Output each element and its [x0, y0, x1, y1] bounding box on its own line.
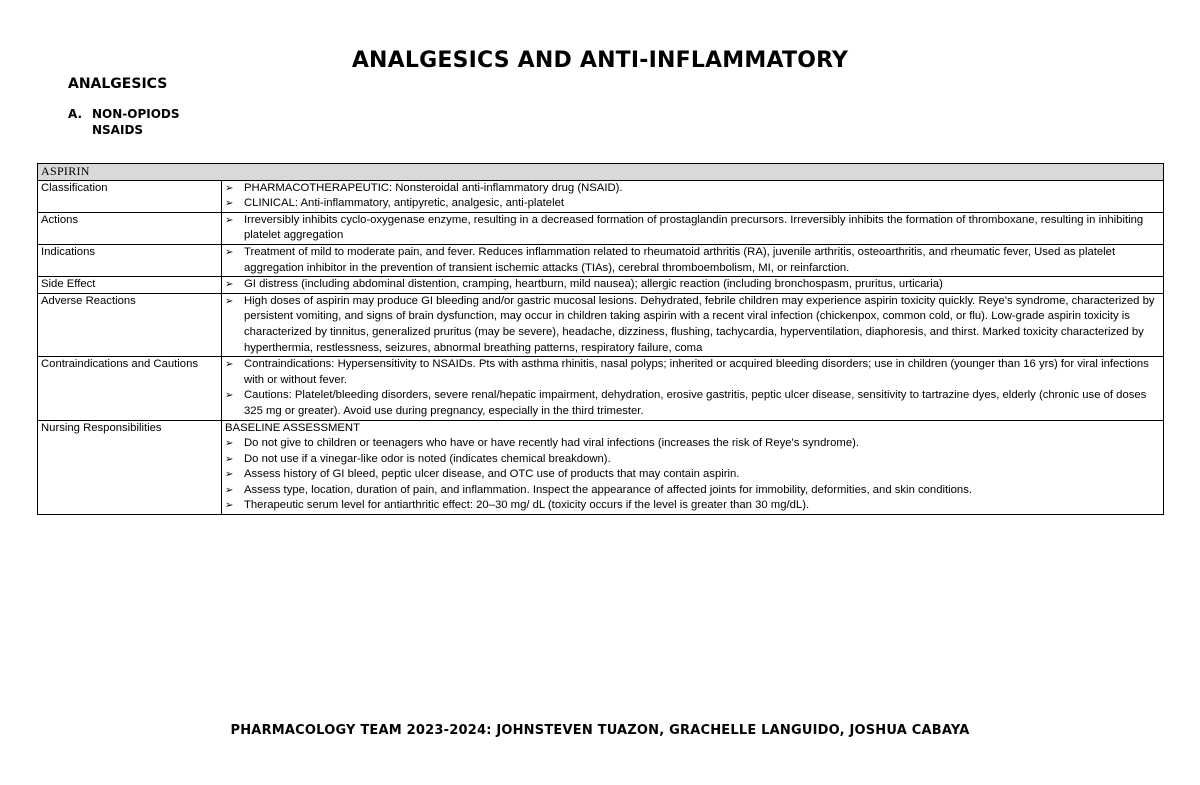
row-label: Side Effect [38, 277, 222, 294]
bullet-item [225, 181, 1159, 197]
subsection-heading [68, 106, 180, 138]
bullet-item [225, 498, 1159, 514]
bullet-text: PHARMACOTHERAPEUTIC: Nonsteroidal anti-inflammatory drug (NSAID). [244, 181, 623, 194]
arrow-bullet-icon: ➢ [225, 453, 234, 465]
table-row [38, 180, 1164, 212]
subsection-marker: A. [68, 107, 83, 121]
bullet-text: GI distress (including abdominal distention, cramping, heartburn, mild nausea); allergic reaction (including bronchospasm, pruritus, urticaria) [244, 278, 943, 291]
bullet-item [225, 467, 1159, 483]
drug-header-row [38, 164, 1164, 181]
subsection-sub-label: NSAIDS [92, 123, 144, 137]
table-row [38, 244, 1164, 276]
arrow-bullet-icon: ➢ [225, 469, 234, 481]
row-label: Classification [38, 180, 222, 212]
bullet-text: CLINICAL: Anti-inflammatory, antipyretic, analgesic, anti-platelet [244, 197, 565, 210]
arrow-bullet-icon: ➢ [225, 500, 234, 512]
arrow-bullet-icon: ➢ [225, 359, 234, 371]
arrow-bullet-icon: ➢ [225, 484, 234, 496]
drug-table [37, 163, 1164, 515]
table-row [38, 293, 1164, 356]
subsection-label: NON-OPIODS [92, 107, 180, 121]
bullet-item [225, 213, 1159, 244]
footer-credits: PHARMACOLOGY TEAM 2023-2024: JOHNSTEVEN TUAZON, GRACHELLE LANGUIDO, JOSHUA CABAYA [230, 723, 970, 738]
bullet-text: Contraindications: Hypersensitivity to NSAIDs. Pts with asthma rhinitis, nasal polyps; inherited or acquired bleeding disorders; use in children (younger than 16 yrs) for viral infections with or without fever. [244, 358, 1149, 386]
content-heading: BASELINE ASSESSMENT [225, 421, 360, 434]
bullet-text: Cautions: Platelet/bleeding disorders, severe renal/hepatic impairment, dehydration, erosive gastritis, peptic ulcer disease, sensitivity to tartrazine dyes, elderly (chronic use of doses 325 mg or greater). Avoid use during pregnancy, especially in the third trimester. [244, 389, 1147, 417]
section-heading: ANALGESICS [68, 76, 168, 92]
bullet-text: Irreversibly inhibits cyclo-oxygenase enzyme, resulting in a decreased formation of prostaglandin precursors. Irreversibly inhibits the formation of thromboxane, resulting in inhibiting platelet aggregation [244, 213, 1144, 242]
bullet-item [225, 452, 1159, 468]
row-content [222, 357, 1164, 420]
row-label: Nursing Responsibilities [38, 420, 222, 515]
row-label: Contraindications and Cautions [38, 357, 222, 420]
row-content [222, 293, 1164, 356]
arrow-bullet-icon: ➢ [225, 279, 234, 291]
table-row [38, 212, 1164, 244]
bullet-item [225, 294, 1159, 356]
row-label: Actions [38, 212, 222, 244]
bullet-text: Treatment of mild to moderate pain, and fever. Reduces inflammation related to rheumatoid arthritis (RA), juvenile arthritis, osteoarthritis, and rheumatic fever, Used as platelet aggregation inhibitor in the prevention of transient ischemic attacks (TIAs), cerebral thromboembolism, MI, or reinfarction. [244, 245, 1116, 274]
bullet-item [225, 357, 1159, 388]
arrow-bullet-icon: ➢ [225, 198, 234, 210]
arrow-bullet-icon: ➢ [225, 214, 234, 226]
page-title: ANALGESICS AND ANTI-INFLAMMATORY [351, 48, 849, 73]
row-label: Indications [38, 244, 222, 276]
bullet-text: Do not use if a vinegar-like odor is noted (indicates chemical breakdown). [244, 452, 611, 465]
bullet-text: Do not give to children or teenagers who have or have recently had viral infections (increases the risk of Reye's syndrome). [244, 437, 860, 450]
table-row [38, 277, 1164, 294]
bullet-text: Therapeutic serum level for antiarthritic effect: 20–30 mg/ dL (toxicity occurs if the level is greater than 30 mg/dL). [244, 499, 810, 512]
bullet-text: High doses of aspirin may produce GI bleeding and/or gastric mucosal lesions. Dehydrated, febrile children may experience aspirin toxicity quickly. Reye's syndrome, characterized by persistent vomiting, and signs of brain dysfunction, may occur in children taking aspirin with a recent viral infection (chickenpox, common cold, or flu). Low-grade aspirin toxicity is characterized by tinnitus, generalized pruritus (may be severe), headache, dizziness, flushing, tachycardia, hyperventilation, diaphoresis, and thirst. Marked toxicity characterized by hyperthermia, restlessness, seizures, abnormal breathing patterns, respiratory failure, coma [244, 294, 1155, 354]
arrow-bullet-icon: ➢ [225, 295, 234, 307]
bullet-item [225, 436, 1159, 452]
bullet-item [225, 483, 1159, 499]
bullet-text: Assess type, location, duration of pain, and inflammation. Inspect the appearance of affected joints for immobility, deformities, and skin conditions. [244, 483, 972, 496]
arrow-bullet-icon: ➢ [225, 438, 234, 450]
bullet-item [225, 388, 1159, 419]
row-content [222, 277, 1164, 294]
arrow-bullet-icon: ➢ [225, 182, 234, 194]
row-label: Adverse Reactions [38, 293, 222, 356]
bullet-item [225, 196, 1159, 212]
table-row [38, 357, 1164, 420]
row-content [222, 244, 1164, 276]
table-row [38, 420, 1164, 515]
bullet-text: Assess history of GI bleed, peptic ulcer disease, and OTC use of products that may contain aspirin. [244, 468, 740, 481]
bullet-item [225, 245, 1159, 276]
row-content [222, 180, 1164, 212]
row-content [222, 212, 1164, 244]
drug-name: ASPIRIN [38, 164, 1164, 181]
arrow-bullet-icon: ➢ [225, 390, 234, 402]
row-content [222, 420, 1164, 515]
bullet-item [225, 277, 1159, 293]
arrow-bullet-icon: ➢ [225, 246, 234, 258]
